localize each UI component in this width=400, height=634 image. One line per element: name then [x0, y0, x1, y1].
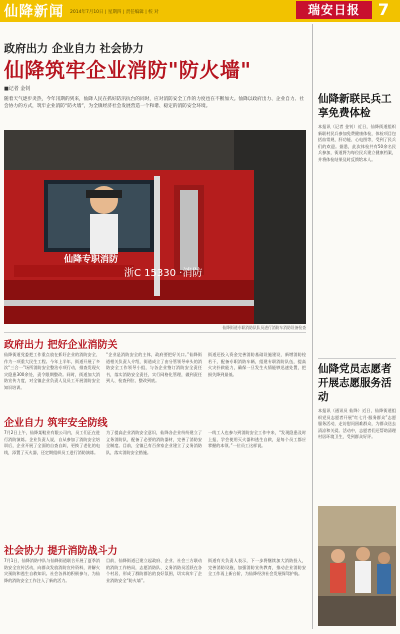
section-title-3: 社会协力 提升消防战斗力 — [4, 546, 118, 557]
photo-caption: 仙降街道专职消防队队员进行消防车消防设备检查 — [222, 325, 306, 330]
article-byline: ■记者 金钊 — [4, 86, 31, 92]
newspaper-logo: 瑞安日报 — [296, 1, 372, 19]
divider — [4, 332, 306, 333]
section-title-2: 企业自力 筑牢安全防线 — [4, 418, 108, 429]
fire-truck-photo — [4, 130, 306, 324]
section-title-1: 政府出力 把好企业消防关 — [4, 340, 118, 351]
sidebar-title-1: 仙降新联民兵工享免费体检 — [318, 93, 392, 119]
sidebar-text-2: 本报讯（通讯员 仙降）近日，仙降街道组织党员志愿者开展“红七月·服务群众”志愿服务活动，走访慰问困难群众，为群众送去清凉和关爱。活动中，志愿者们还帮助清理村居环境卫生，受到群众好评。 — [318, 408, 396, 440]
truck-plate: 浙C 15330 ·消防 — [124, 268, 203, 279]
sidebar-title-2: 仙降党员志愿者开展志愿服务活动 — [318, 363, 392, 403]
volunteer-photo — [318, 506, 396, 626]
issue-meta: 2014年7月10日 | 星期四 | 责任编辑 | 校 对 — [70, 10, 159, 15]
section-title: 仙降新闻 — [4, 4, 64, 20]
section-3-col-3: 街道有关负责人表示，下一步将继续加大消防投入，完善消防设施，加强消防宣传教育，推动企业消防安全工作再上新台阶，为仙降经济社会发展保驾护航。 — [208, 558, 306, 577]
article-headline: 仙降筑牢企业消防"防火墙" — [4, 58, 252, 82]
section-2-col-1: 7月2日上午，仙降某鞋业有限公司内，员工们正在进行消防演练。企业负责人说，自从参加了消防安全培训后，企业开展了全面的自查自纠，更换了老化的电线，添置了灭火器，还定期组织员工进行消防演练。 — [4, 430, 100, 455]
section-3-col-2: 目前，仙降街道已建立起政府、企业、社会三方联动的消防工作格局，志愿消防队、义务消防员活跃在各个村居，形成了群防群治的良好氛围，切实筑牢了企业消防安全“防火墙”。 — [106, 558, 202, 583]
section-2-col-3: 一线工人也参与到消防安全工作中来，“发现隐患及时上报，学会使用灭火器和逃生自救，是每个员工都应掌握的本领。”一位员工这样说。 — [208, 430, 306, 449]
sidebar-divider — [318, 358, 396, 359]
sidebar-text-1: 本报讯（记者 金钊）近日，仙降街道组织新联村民兵参加免费健康体检，体检项目包括血常规、肝功能、心电图等，受到了民兵们的欢迎。据悉，此次体检共有50余名民兵参加，街道将为每位民兵建立健康档案，并将体检结果及时反馈给本人。 — [318, 124, 396, 162]
section-3-col-1: 7月1日，仙降消防中队与仙降街道联合开展了夏季消防安全宣传活动，向群众发放消防宣传资料，讲解火灾预防和逃生自救知识。社会各界的积极参与，为仙降的消防安全工作注入了新的活力。 — [4, 558, 100, 583]
article-lead: 随着天气逐步炎热，今年汛期的到来，仙降人民在抓好防汛抗台的同时，应对消防安全工作的力度也在不断加大。仙降以政府出力、企业自力、社会协力的方式，筑牢企业消防“防火墙”，为全镇经济社会发展营造一个和谐、稳定的消防安全环境。 — [4, 97, 305, 109]
section-1-col-2: “企业是消防安全的主体，政府要把好关口。”仙降街道相关负责人介绍，街道成立了由分管领导牵头的消防安全工作领导小组，与各企业签订消防安全责任书，落实消防安全责任，实行网格化管理，做到责任到人、检查到位、整改到底。 — [106, 352, 202, 384]
page-header — [0, 0, 400, 22]
page-number: 7 — [378, 0, 390, 19]
section-1-col-1: 仙降街道党委把工作重点放在抓好企业的消防安全、作为一项重大民生工程。今年上半年，街道开展了多次“三合一”场所消防安全整治专项行动，排查发现火灾隐患300余处，责令限期整改。同时，街道加大消防宣传力度，对全镇企业负责人及员工开展消防安全知识培训。 — [4, 352, 100, 390]
section-1-col-3: 街道还投入资金完善消防基础设施建设，新增消防栓若干，配备专职消防车辆，组建专职消防队伍，提高火灾扑救能力，确保一旦发生火情能够迅速处置，把损失降到最低。 — [208, 352, 306, 377]
article-kicker: 政府出力 企业自力 社会协力 — [4, 42, 144, 55]
column-divider — [312, 24, 313, 629]
section-2-col-2: 为了提高企业消防安全意识，仙降各企业纷纷建立了义务消防队，配备了必要的消防器材，完善了消防安全制度。目前，全镇已有百余家企业建立了义务消防队，落实消防安全措施。 — [106, 430, 202, 455]
truck-door-text: 仙降专职消防 — [64, 255, 119, 265]
